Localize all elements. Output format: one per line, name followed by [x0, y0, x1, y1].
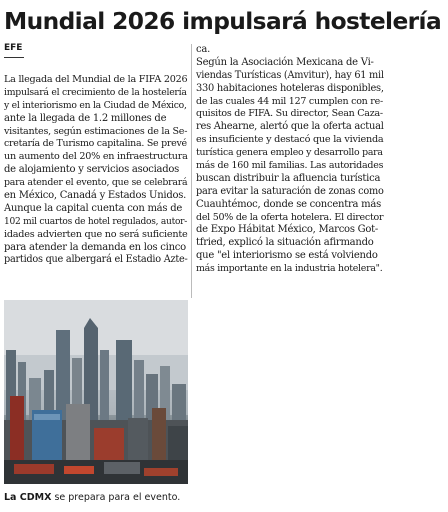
headline: Mundial 2026 impulsará hostelería: [4, 8, 442, 35]
article-line: partidos que albergará el Estadio Azte-: [4, 254, 188, 266]
article-column-1: [4, 74, 188, 267]
article-line: más de 160 mil familias. Las autoridades: [196, 160, 384, 172]
article-line: 102 mil cuartos de hotel regulados, autor-: [4, 216, 188, 227]
article-line: res Ahearne, alertó que la oferta actual: [196, 121, 384, 133]
article-line: tfried, explicó la situación afirmando: [196, 237, 374, 249]
article-line: Cuauhtémoc, donde se concentra más: [196, 198, 381, 210]
article-line: del 50% de la oferta hotelera. El director: [196, 211, 384, 223]
article-line: idades advierten que no será suficiente: [4, 228, 188, 240]
article-line: para atender el evento, que se celebrará: [4, 177, 188, 189]
caption-text: se prepara para el evento.: [51, 492, 181, 503]
article-line: es insuficiente y destacó que la vivienda: [196, 134, 384, 146]
article-line: para evitar la saturación de zonas como: [196, 185, 384, 197]
city-skyline-photo: [4, 300, 188, 484]
article-line: Según la Asociación Mexicana de Vi-: [196, 56, 374, 68]
article-line: y el interiorismo en la Ciudad de México,: [4, 99, 187, 111]
caption-bold: La CDMX: [4, 492, 52, 503]
article-line: ante la llegada de 1.2 millones de: [4, 112, 167, 124]
article-line: 330 habitaciones hoteleras disponibles,: [196, 82, 384, 94]
article-line: de alojamiento y servicios asociados: [4, 164, 180, 176]
article-line: viendas Turísticas (Amvitur), hay 61 mil: [196, 69, 384, 81]
skyline-illustration: [4, 300, 188, 484]
article-line: en México, Canadá y Estados Unidos.: [4, 190, 187, 202]
article-line: quisitos de FIFA. Su director, Sean Caza-: [196, 108, 383, 120]
source-rule: [4, 57, 24, 58]
article-line: buscan distribuir la afluencia turística: [196, 172, 381, 184]
source-label: EFE: [4, 43, 23, 53]
article-line: La llegada del Mundial de la FIFA 2026: [4, 74, 188, 85]
column-divider: [191, 44, 192, 298]
article-line: que "el interiorismo se está volviendo: [196, 250, 378, 262]
article-line: ca.: [196, 44, 210, 55]
article-line: visitantes, según estimaciones de la Se-: [4, 125, 188, 137]
article-line: turística genera empleo y desarrollo para: [196, 147, 383, 159]
article-line: de Expo Hábitat México, Marcos Got-: [196, 224, 379, 236]
article-line: un aumento del 20% en infraestructura: [4, 151, 188, 163]
article-line: más importante en la industria hotelera".: [196, 263, 383, 275]
article-line: para atender la demanda en los cinco: [4, 241, 186, 253]
article-line: impulsará el crecimiento de la hostelería: [4, 86, 187, 98]
photo-caption: [4, 492, 180, 503]
article-column-2: [196, 44, 384, 276]
article-line: Aunque la capital cuenta con más de: [4, 202, 183, 214]
article-line: de las cuales 44 mil 127 cumplen con re-: [196, 95, 383, 107]
article-line: cretaría de Turismo capitalina. Se prevé: [4, 138, 187, 150]
